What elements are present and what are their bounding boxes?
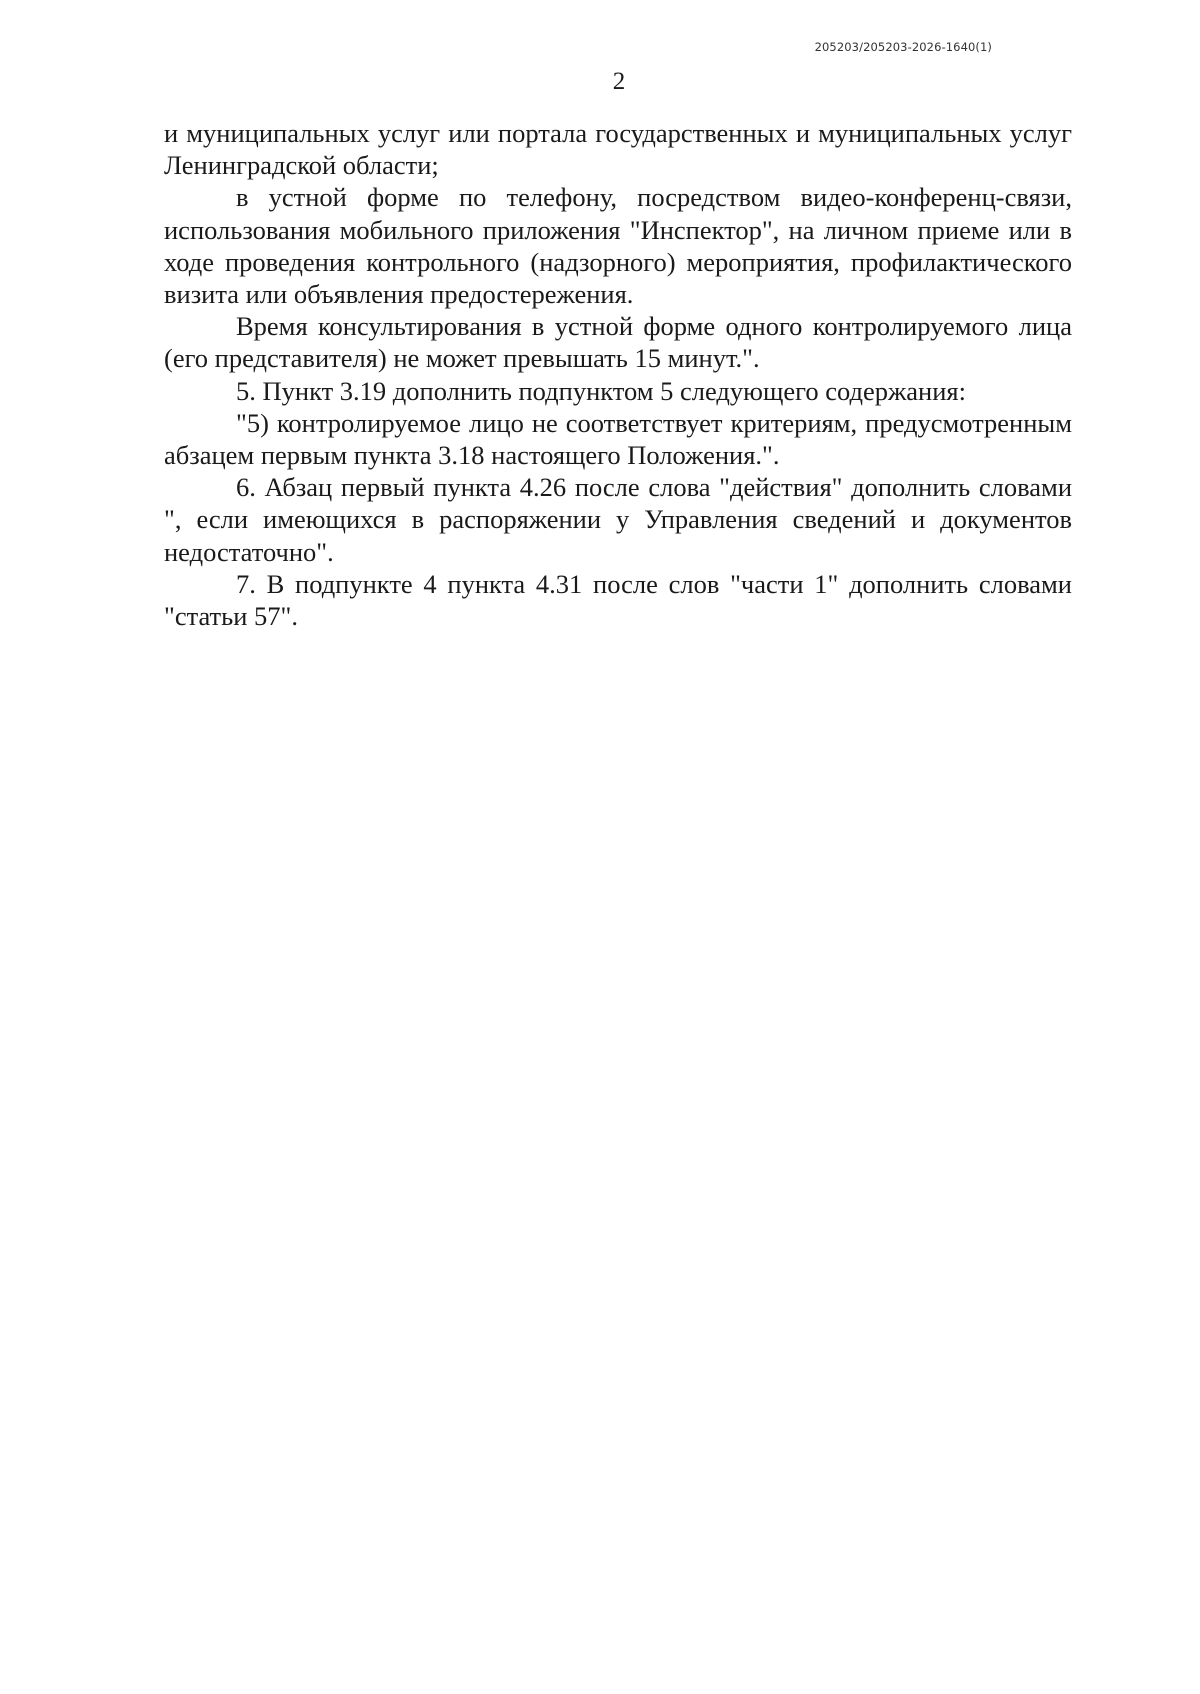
paragraph-oral-consultation: в устной форме по телефону, посредством видео-конференц-связи, использования мобильного приложения "Инспектор", на личном приеме или в ходе проведения контрольного (надзорного) мероприятия, профилактического визита или объявления предостережения. (164, 182, 1072, 310)
document-body (164, 117, 1072, 632)
paragraph-consultation-time: Время консультирования в устной форме одного контролируемого лица (его представителя) не может превышать 15 минут.". (164, 311, 1072, 374)
paragraph-continuation: и муниципальных услуг или портала государственных и муниципальных услуг Ленинградской области; (164, 118, 1072, 181)
paragraph-subitem-5: "5) контролируемое лицо не соответствует критериям, предусмотренным абзацем первым пункта 3.18 настоящего Положения.". (164, 407, 1072, 471)
page-number: 2 (612, 68, 626, 95)
paragraph-item-7: 7. В подпункте 4 пункта 4.31 после слов "части 1" дополнить словами "статьи 57". (164, 568, 1072, 632)
document-id: 205203/205203-2026-1640(1) (814, 40, 992, 54)
paragraph-item-5: 5. Пункт 3.19 дополнить подпунктом 5 следующего содержания: (236, 375, 966, 406)
paragraph-item-6: 6. Абзац первый пункта 4.26 после слова "действия" дополнить словами ", если имеющихся в распоряжении у Управления сведений и документов недостаточно". (164, 472, 1072, 567)
